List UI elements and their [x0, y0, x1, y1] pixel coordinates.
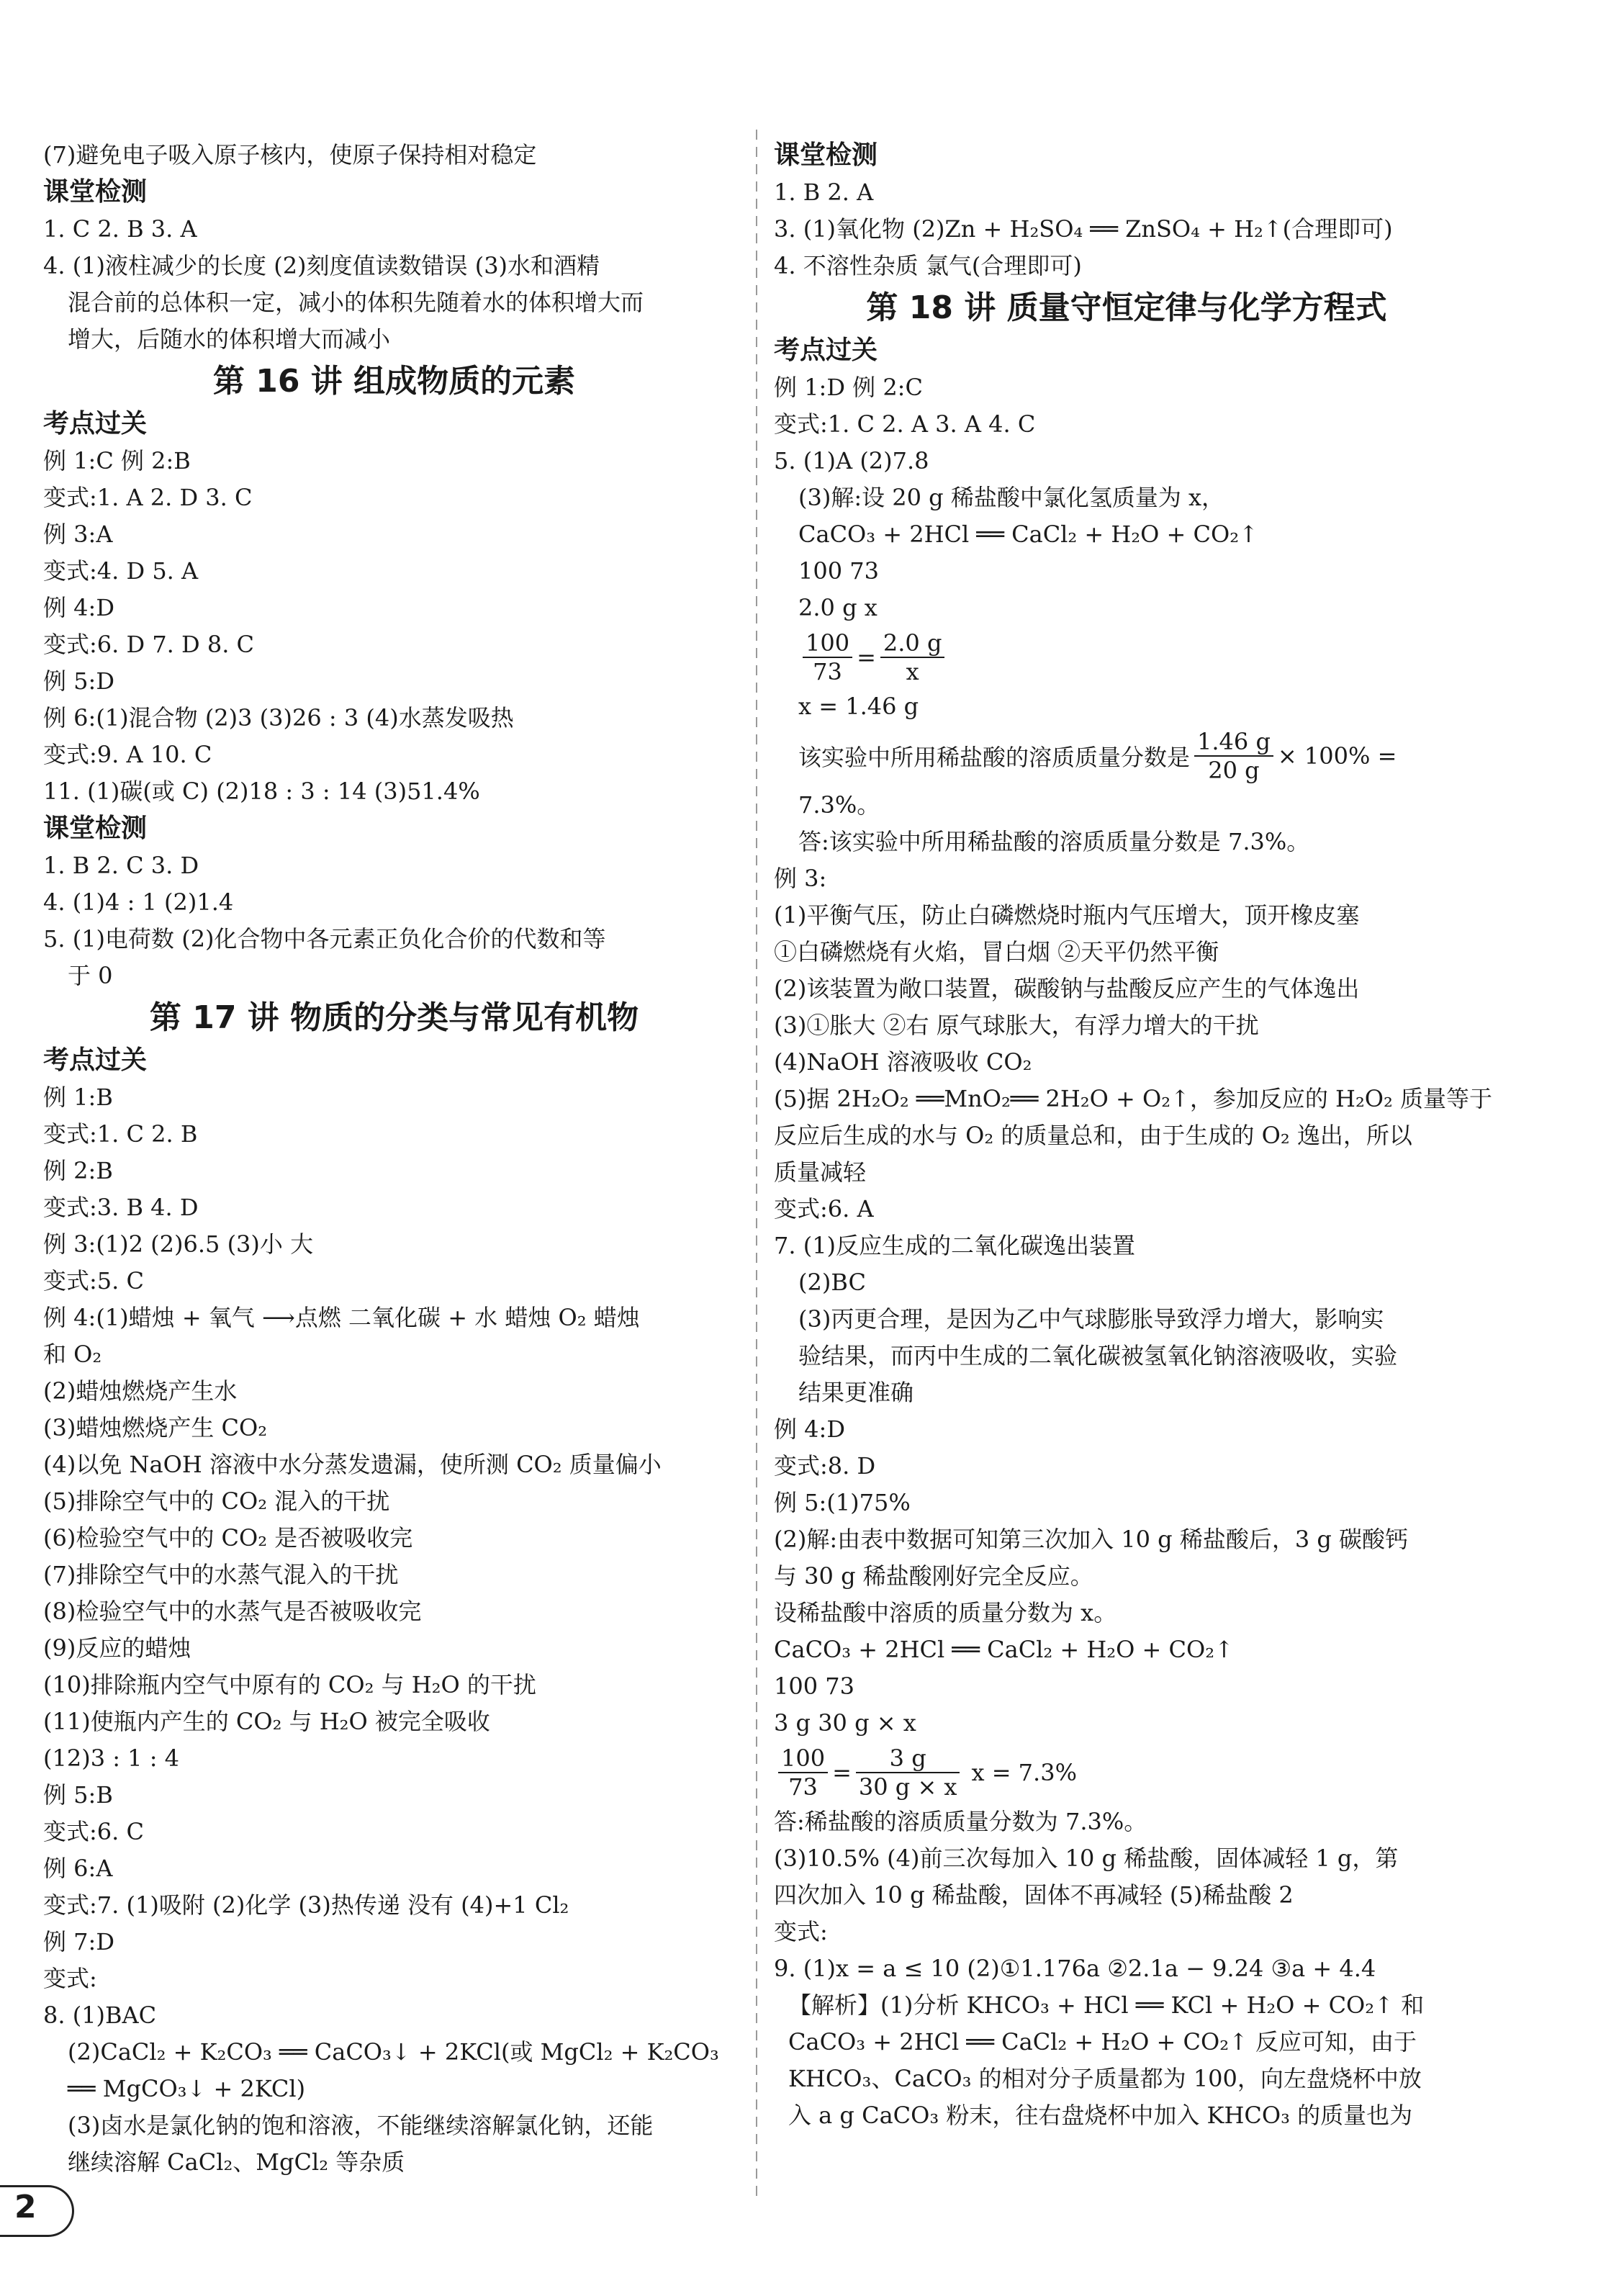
answer-line: 例 6:(1)混合物 (2)3 (3)26 : 3 (4)水蒸发吸热 [43, 704, 514, 731]
answer-line: CaCO₃ + 2HCl ══ CaCl₂ + H₂O + CO₂↑ [798, 521, 1258, 548]
answer-line: 答:该实验中所用稀盐酸的溶质质量分数是 7.3%。 [798, 828, 1310, 855]
answer-line: (7)避免电子吸入原子核内，使原子保持相对稳定 [43, 141, 537, 168]
answer-line: (3)丙更合理，是因为乙中气球膨胀导致浮力增大，影响实 [798, 1305, 1384, 1333]
lecture-title: 第 17 讲 物质的分类与常见有机物 [149, 999, 639, 1036]
answer-line: 质量减轻 [774, 1158, 867, 1186]
answer-line: 例 1:C 例 2:B [43, 447, 191, 474]
answer-line: 3. (1)氧化物 (2)Zn + H₂SO₄ ══ ZnSO₄ + H₂↑(合理即可) [774, 215, 1393, 243]
answer-line: (3)蜡烛燃烧产生 CO₂ [43, 1414, 268, 1441]
section-heading: 考点过关 [43, 1045, 148, 1075]
answer-line: 2.0 g x [798, 594, 878, 621]
denominator: x [906, 658, 919, 685]
answer-line: 例 3:(1)2 (2)6.5 (3)小 大 [43, 1230, 314, 1258]
answer-line: 100 73 [774, 1673, 854, 1700]
answer-line: 变式:1. A 2. D 3. C [43, 484, 253, 511]
answer-line: (6)检验空气中的 CO₂ 是否被吸收完 [43, 1524, 413, 1552]
answer-line: 变式: [43, 1965, 97, 1992]
answer-line: 与 30 g 稀盐酸刚好完全反应。 [774, 1562, 1093, 1590]
answer-line: (8)检验空气中的水蒸气是否被吸收完 [43, 1598, 422, 1625]
answer-line: 100 73 [798, 557, 879, 585]
answer-line: 1. C 2. B 3. A [43, 215, 197, 243]
answer-line: 例 1:B [43, 1084, 113, 1111]
answer-line: 于 0 [68, 962, 113, 989]
answer-line: (5)排除空气中的 CO₂ 混入的干扰 [43, 1487, 390, 1515]
answer-line: 变式:6. C [43, 1818, 144, 1845]
answer-line: CaCO₃ + 2HCl ══ CaCl₂ + H₂O + CO₂↑ 反应可知，由于 [788, 2028, 1417, 2056]
answer-line: 【解析】(1)分析 KHCO₃ + HCl ══ KCl + H₂O + CO₂↑ 和 [788, 1991, 1425, 2019]
equals-sign: = [832, 1759, 852, 1786]
answer-line: 混合前的总体积一定，减小的体积先随着水的体积增大而 [68, 289, 644, 316]
denominator: 20 g [1208, 757, 1260, 784]
answer-line: 11. (1)碳(或 C) (2)18 : 3 : 14 (3)51.4% [43, 778, 480, 805]
answer-line: 变式:8. D [774, 1452, 876, 1480]
answer-line: 变式:9. A 10. C [43, 741, 212, 768]
answer-line: 例 3: [774, 865, 827, 892]
numerator: 100 [803, 629, 852, 658]
answer-line: 4. (1)液柱减少的长度 (2)刻度值读数错误 (3)水和酒精 [43, 252, 600, 279]
numerator: 100 [778, 1744, 828, 1773]
answer-line: 例 5:D [43, 667, 114, 695]
answer-line: 1. B 2. A [774, 179, 874, 206]
answer-line: (1)平衡气压，防止白磷燃烧时瓶内气压增大，顶开橡皮塞 [774, 901, 1360, 929]
numerator: 1.46 g [1194, 728, 1273, 757]
answer-line: 答:稀盐酸的溶质质量分数为 7.3%。 [774, 1808, 1147, 1835]
answer-line: 反应后生成的水与 O₂ 的质量总和，由于生成的 O₂ 逸出，所以 [774, 1122, 1412, 1149]
answer-line: 1. B 2. C 3. D [43, 852, 199, 879]
section-heading: 考点过关 [774, 336, 878, 365]
section-heading: 课堂检测 [43, 177, 148, 207]
answer-line: x = 1.46 g [798, 693, 919, 720]
fraction [803, 629, 852, 685]
answer-line: 例 5:B [43, 1781, 113, 1809]
page-number-badge [0, 2185, 74, 2237]
answer-line: 结果更准确 [798, 1379, 914, 1406]
answer-line: (4)NaOH 溶液吸收 CO₂ [774, 1048, 1032, 1076]
answer-line: 变式:7. (1)吸附 (2)化学 (3)热传递 没有 (4)+1 Cl₂ [43, 1891, 569, 1919]
answer-line: 7. (1)反应生成的二氧化碳逸出装置 [774, 1232, 1136, 1259]
percentage-calculation [774, 725, 1479, 787]
answer-line: 变式:3. B 4. D [43, 1194, 199, 1221]
lecture-title: 第 18 讲 质量守恒定律与化学方程式 [866, 289, 1387, 326]
answer-line: (11)使瓶内产生的 CO₂ 与 H₂O 被完全吸收 [43, 1708, 490, 1735]
answer-line: 变式:1. C 2. B [43, 1120, 198, 1148]
answer-line: 变式:5. C [43, 1267, 144, 1295]
proportion-equation [774, 1742, 1479, 1804]
answer-line: 5. (1)电荷数 (2)化合物中各元素正负化合价的代数和等 [43, 925, 606, 953]
answer-line: CaCO₃ + 2HCl ══ CaCl₂ + H₂O + CO₂↑ [774, 1636, 1234, 1663]
section-heading: 课堂检测 [43, 814, 148, 843]
fraction [778, 1744, 828, 1801]
answer-line: ①白磷燃烧有火焰，冒白烟 ②天平仍然平衡 [774, 938, 1219, 965]
calc-prefix: 该实验中所用稀盐酸的溶质质量分数是 [798, 744, 1191, 771]
answer-line: 变式:4. D 5. A [43, 557, 199, 585]
answer-line: (3)卤水是氯化钠的饱和溶液，不能继续溶解氯化钠，还能 [68, 2112, 654, 2139]
answer-line: 例 7:D [43, 1928, 114, 1955]
answer-line: (5)据 2H₂O₂ ══MnO₂══ 2H₂O + O₂↑，参加反应的 H₂O₂ 质量等于 [774, 1085, 1493, 1112]
answer-line: ══ MgCO₃↓ + 2KCl) [68, 2075, 306, 2102]
answer-line: 例 4:D [43, 594, 114, 621]
denominator: 73 [788, 1773, 818, 1801]
result-text: x = 7.3% [971, 1759, 1077, 1786]
answer-line: 9. (1)x = a ≤ 10 (2)①1.176a ②2.1a − 9.24 ③a + 4.4 [774, 1955, 1376, 1982]
answer-line: 变式:1. C 2. A 3. A 4. C [774, 410, 1036, 438]
answer-line: 例 4:(1)蜡烛 + 氧气 ⟶点燃 二氧化碳 + 水 蜡烛 O₂ 蜡烛 [43, 1304, 640, 1331]
answer-line: (10)排除瓶内空气中原有的 CO₂ 与 H₂O 的干扰 [43, 1671, 536, 1698]
answer-line: (2)BC [798, 1269, 866, 1296]
column-divider [756, 130, 757, 2196]
answer-line: (3)解:设 20 g 稀盐酸中氯化氢质量为 x， [798, 484, 1225, 511]
calc-suffix: × 100% = [1277, 742, 1397, 770]
fraction [880, 629, 945, 685]
answer-line: (4)以免 NaOH 溶液中水分蒸发遗漏，使所测 CO₂ 质量偏小 [43, 1451, 662, 1478]
section-heading: 考点过关 [43, 409, 148, 438]
page-number: 2 [14, 2189, 37, 2225]
answer-line: 7.3%。 [798, 791, 880, 819]
numerator: 2.0 g [880, 629, 945, 658]
answer-line: 4. 不溶性杂质 氯气(合理即可) [774, 252, 1082, 279]
answer-line: 8. (1)BAC [43, 2002, 157, 2029]
answer-line: 验结果，而丙中生成的二氧化碳被氢氧化钠溶液吸收，实验 [798, 1342, 1398, 1369]
answer-line: 继续溶解 CaCl₂、MgCl₂ 等杂质 [68, 2148, 405, 2176]
answer-line: (3)10.5% (4)前三次每加入 10 g 稀盐酸，固体减轻 1 g，第 [774, 1845, 1399, 1872]
answer-line: 变式:6. A [774, 1195, 874, 1223]
answer-line: 设稀盐酸中溶质的质量分数为 x。 [774, 1599, 1117, 1626]
answer-line: 例 3:A [43, 521, 113, 548]
answer-line: 入 a g CaCO₃ 粉末，往右盘烧杯中加入 KHCO₃ 的质量也为 [788, 2102, 1413, 2129]
answer-line: (2)蜡烛燃烧产生水 [43, 1377, 238, 1405]
answer-line: 5. (1)A (2)7.8 [774, 447, 929, 474]
equals-sign: = [857, 644, 876, 671]
right-column [774, 137, 1493, 2134]
answer-line: 变式: [774, 1918, 828, 1945]
answer-line: (3)①胀大 ②右 原气球胀大，有浮力增大的干扰 [774, 1012, 1259, 1039]
numerator: 3 g [856, 1744, 960, 1773]
answer-line: 例 1:D 例 2:C [774, 374, 923, 401]
lecture-title: 第 16 讲 组成物质的元素 [212, 363, 576, 400]
answer-line: KHCO₃、CaCO₃ 的相对分子质量都为 100，向左盘烧杯中放 [788, 2065, 1422, 2092]
answer-line: 3 g 30 g × x [774, 1709, 916, 1737]
denominator: 73 [813, 658, 842, 685]
answer-line: 例 6:A [43, 1855, 113, 1882]
answer-line: (7)排除空气中的水蒸气混入的干扰 [43, 1561, 399, 1588]
fraction [1194, 728, 1273, 784]
answer-line: 例 4:D [774, 1415, 845, 1443]
answer-line: (2)解:由表中数据可知第三次加入 10 g 稀盐酸后，3 g 碳酸钙 [774, 1526, 1409, 1553]
answer-line: 四次加入 10 g 稀盐酸，固体不再减轻 (5)稀盐酸 2 [774, 1881, 1294, 1909]
answer-line: 变式:6. D 7. D 8. C [43, 631, 255, 658]
answer-line: (9)反应的蜡烛 [43, 1634, 191, 1662]
answer-line: (2)该装置为敞口装置，碳酸钠与盐酸反应产生的气体逸出 [774, 975, 1360, 1002]
answer-line: 和 O₂ [43, 1341, 102, 1368]
left-column [43, 137, 745, 2181]
denominator: 30 g × x [858, 1773, 957, 1801]
proportion-equation [774, 626, 1479, 688]
section-heading: 课堂检测 [774, 140, 878, 170]
answer-line: (12)3 : 1 : 4 [43, 1744, 180, 1772]
answer-line: 增大，后随水的体积增大而减小 [68, 325, 391, 353]
answer-line: 例 2:B [43, 1157, 113, 1184]
fraction [856, 1744, 960, 1801]
answer-line: (2)CaCl₂ + K₂CO₃ ══ CaCO₃↓ + 2KCl(或 MgCl₂ + K₂CO₃ [68, 2038, 719, 2066]
answer-line: 4. (1)4 : 1 (2)1.4 [43, 888, 234, 916]
answer-line: 例 5:(1)75% [774, 1489, 911, 1516]
